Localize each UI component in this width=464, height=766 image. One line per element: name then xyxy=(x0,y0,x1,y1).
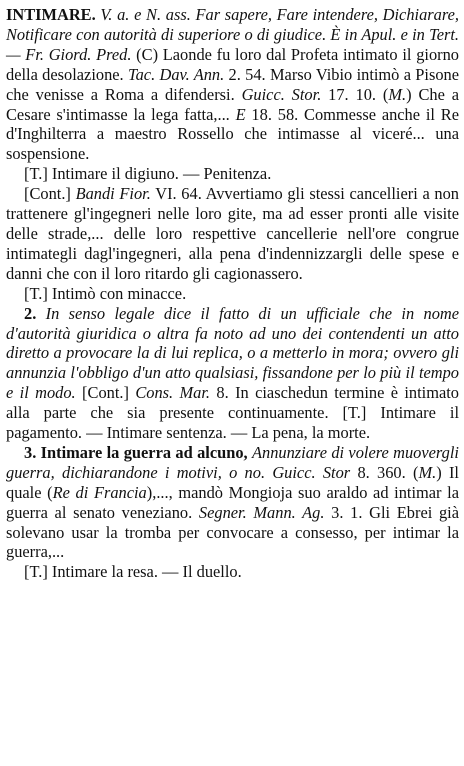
body-text: 8. In ciaschedun termine è intimato alla parte che sia presente continuamente. [T.] Intimare il pagamento. — Intimare sentenza. — La pena, la morte. xyxy=(6,383,464,443)
headword-text: 2. xyxy=(24,303,46,323)
italic-text: M. xyxy=(388,84,407,104)
italic-text: Bandi Fior. xyxy=(75,184,151,204)
body-text: VI. 64. Avvertiamo gli stessi cancellieri a non trattenere gl'ingegneri nelle loro gite, ma ad esser pronti alle visite delle strade,... delle loro respettive cancellerie nell'ore congrue intimategli dagl'ingegneri, alla pena d'indennizzargli delle spese e danni che con il loro ritardo gli cagionassero. xyxy=(6,184,464,283)
dictionary-paragraph xyxy=(6,442,464,562)
italic-text: Guicc. Stor. xyxy=(241,84,322,104)
body-text: [T.] Intimare il digiuno. — Penitenza. xyxy=(24,164,272,184)
dictionary-paragraph xyxy=(6,164,459,184)
italic-text: In senso legale dice il fatto di un ufficiale che in nome d'autorità giuridica o altra fa noto ad uno dei contendenti un atto diretto a provocare la di lui replica, o a metterlo in mora; ovvero gli annunzia l'obbligo d'un atto qualsiasi, fissandone per lo più il tempo e il modo. xyxy=(6,303,464,403)
italic-text: Cons. Mar. xyxy=(135,383,211,403)
italic-text: Tac. Dav. Ann. xyxy=(127,64,225,84)
dictionary-paragraph xyxy=(6,184,464,284)
body-text: 8. 360. ( xyxy=(350,462,419,482)
body-text: (C) Laonde fu loro dal Profeta intimato il giorno della desolazione. xyxy=(6,44,464,84)
body-text: ),..., mandò Mongioja suo araldo ad intimar la guerra al senato veneziano. xyxy=(6,482,464,522)
headword-text: 3. Intimare la guerra ad alcuno, xyxy=(24,442,248,462)
dictionary-paragraph xyxy=(6,284,459,304)
body-text: [Cont.] xyxy=(24,184,76,204)
italic-text: Re di Francia xyxy=(52,482,147,502)
italic-text: V. a. e N. ass. Far sapere, Fare intendere, Dichiarare, Notificare con autorità di superiore o di giudice. È in Apul. e in Tert. — Fr. Giord. Pred. xyxy=(6,5,464,64)
body-text: 18. 58. Commesse anche il Re d'Inghilterra a maestro Rossello che intimasse al viceré... una sospensione. xyxy=(6,104,464,164)
dictionary-paragraph xyxy=(6,5,464,164)
italic-text: M. xyxy=(418,462,437,482)
dictionary-paragraph xyxy=(6,303,464,443)
body-text: ) Che a Cesare s'intimasse la lega fatta,... xyxy=(6,84,464,124)
body-text: ) Il quale ( xyxy=(6,462,464,502)
italic-text: Annunziare di volere muovergli guerra, dichiarandone i motivi, o no. Guicc. Stor xyxy=(6,442,464,482)
dictionary-paragraph xyxy=(6,562,459,582)
body-text: 2. 54. Marso Vibio intimò a Pisone che venisse a Roma a difendersi. xyxy=(6,64,464,104)
body-text: 3. 1. Gli Ebrei già solevano usar la tromba per convocare a consesso, per intimar la guerra,... xyxy=(6,502,464,562)
italic-text: Segner. Mann. Ag. xyxy=(198,502,325,522)
italic-text: E xyxy=(235,104,246,124)
body-text: [T.] Intimare la resa. — Il duello. xyxy=(24,562,242,582)
body-text: [Cont.] xyxy=(75,383,136,403)
body-text: 17. 10. ( xyxy=(321,84,389,104)
headword-text: INTIMARE. xyxy=(6,5,96,24)
body-text: [T.] Intimò con minacce. xyxy=(24,283,187,303)
